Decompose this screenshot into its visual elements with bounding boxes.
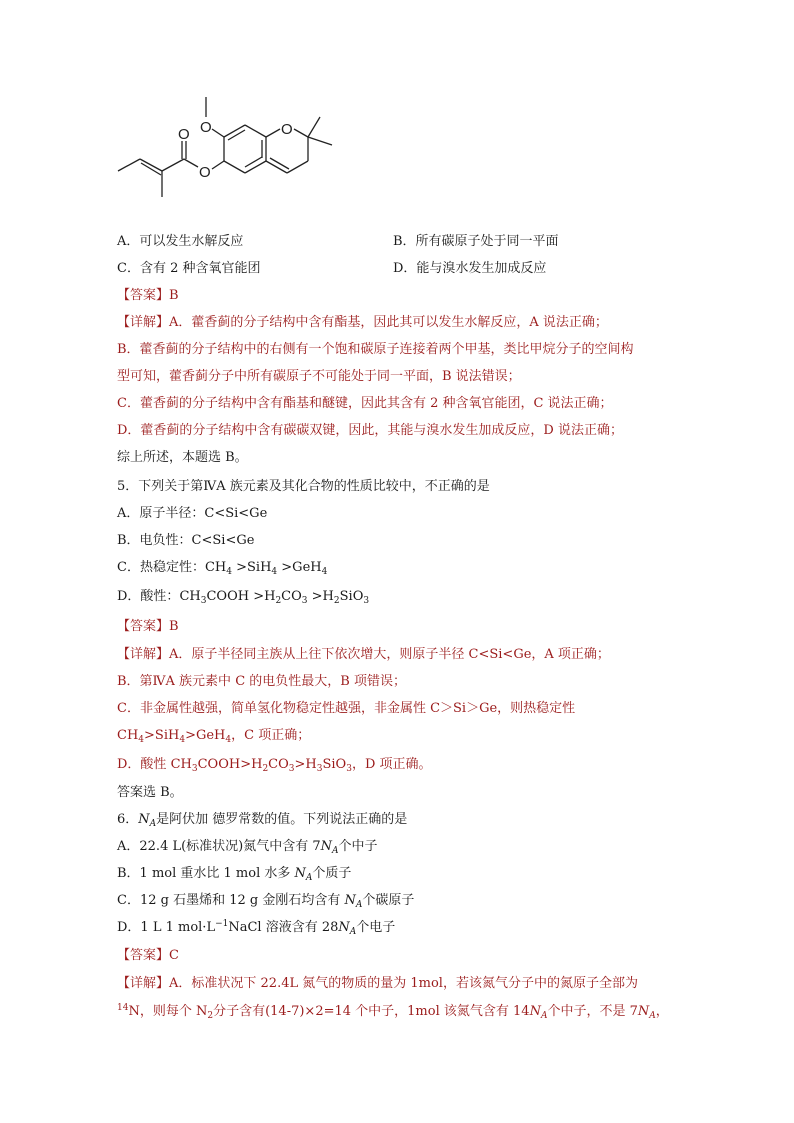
- q5-explain-d: D．酸性 $CH_3COOH>H_2CO_3>H_3SiO_3$，D 项正确。: [117, 757, 432, 774]
- q5-stem: 5．下列关于第ⅣA 族元素及其化合物的性质比较中，不正确的是: [117, 479, 490, 494]
- q6-explain-2c: 个中子，不是 7: [547, 1004, 638, 1019]
- q5-option-a: A．原子半径：C<Si<Ge: [117, 506, 268, 521]
- q6-stem: 6．$N_A$是阿伏加 德罗常数的值。下列说法正确的是: [117, 812, 408, 829]
- q6-explain-2a: N，则每个 N: [128, 1004, 208, 1019]
- q5-explain-a: 【详解】A．原子半径同主族从上往下依次增大，则原子半径 C<Si<Ge，A 项正确；: [117, 647, 610, 662]
- q5-option-d: D．酸性：$CH_3COOH >H_2CO_3 >H_2SiO_3$: [117, 589, 370, 606]
- q6-explain-2d: ，: [655, 1004, 669, 1019]
- q4-option-c: C．含有 2 种含氧官能团: [117, 261, 261, 276]
- q5-option-b: B．电负性：C<Si<Ge: [117, 533, 255, 548]
- q5-option-c: C．热稳定性：$CH_4 >SiH_4 >GeH_4$: [117, 560, 328, 577]
- q4-option-b: B．所有碳原子处于同一平面: [393, 234, 559, 249]
- q4-option-d: D．能与溴水发生加成反应: [393, 261, 547, 276]
- q6-option-d-text: D．1 L 1 mol·L: [117, 920, 216, 935]
- q4-explain-line-1: 【详解】A．藿香蓟的分子结构中含有酯基，因此其可以发生水解反应，A 说法正确；: [117, 315, 608, 330]
- q6-option-b-text: B．1 mol 重水比 1 mol 水多: [117, 866, 295, 881]
- q4-options-row-1: [117, 230, 777, 254]
- q5-conclusion: 答案选 B。: [117, 785, 183, 800]
- q4-explain-line-5: D．藿香蓟的分子结构中含有碳碳双键，因此，其能与溴水发生加成反应，D 说法正确；: [117, 423, 623, 438]
- q5-explain-d-suffix: ，D 项正确。: [351, 757, 432, 772]
- q4-explain-line-2: B．藿香蓟的分子结构中的右侧有一个饱和碳原子连接着两个甲基，类比甲烷分子的空间构: [117, 342, 634, 357]
- q6-stem-text: 是阿伏加 德罗常数的值。下列说法正确的是: [156, 812, 408, 827]
- q6-explain-line-2: $^{14}$N，则每个 $N_2$分子含有(14-7)×2=14 个中子，1mol 该氮气含有 $14N_A$个中子，不是 $7N_A$，: [117, 1003, 669, 1021]
- q5-explain-c1: C．非金属性越强，简单氢化物稳定性越强，非金属性 C＞Si＞Ge，则热稳定性: [117, 701, 576, 716]
- q6-explain-2b: 分子含有(14-7)×2=14 个中子，1mol 该氮气含有 14: [213, 1004, 530, 1019]
- q4-conclusion: 综上所述，本题选 B。: [117, 450, 248, 465]
- q6-option-d: D．1 L 1 $mol\cdot L^{-1}NaCl$ 溶液含有 $28N_A$个电子: [117, 919, 396, 937]
- q4-explain-line-4: C．藿香蓟的分子结构中含有酯基和醚键，因此其含有 2 种含氧官能团，C 说法正确；: [117, 396, 613, 411]
- q6-option-b-end: 个质子: [312, 866, 352, 881]
- q6-option-d-mid: NaCl 溶液含有 28: [228, 920, 339, 935]
- q6-option-b: B．1 mol 重水比 1 mol 水多 $N_A$个质子: [117, 866, 352, 883]
- q6-option-a-end: 个中子: [338, 839, 378, 854]
- q5-option-d-label: D．酸性：: [117, 589, 180, 604]
- q6-option-c-text: C．12 g 石墨烯和 12 g 金刚石均含有: [117, 893, 345, 908]
- q5-answer: 【答案】B: [117, 619, 179, 634]
- molecule-structure-diagram: [100, 85, 360, 215]
- q4-explain-line-3: 型可知，藿香蓟分子中所有碳原子不可能处于同一平面，B 说法错误；: [117, 369, 521, 384]
- q4-answer: 【答案】B: [117, 288, 179, 303]
- q5-explain-c2-suffix: ，C 项正确；: [231, 728, 311, 743]
- atom-o-ester: O: [199, 164, 211, 181]
- atom-o-carbonyl: O: [178, 126, 190, 143]
- q5-explain-d-label: D．酸性: [117, 757, 171, 772]
- q6-option-d-end: 个电子: [356, 920, 396, 935]
- q5-explain-b: B．第ⅣA 族元素中 C 的电负性最大，B 项错误；: [117, 674, 406, 689]
- q6-option-a-text: A．22.4 L(标准状况)氮气中含有 7: [117, 839, 321, 854]
- q6-answer: 【答案】C: [117, 948, 179, 963]
- q6-explain-line-1: 【详解】A．标准状况下 22.4L 氮气的物质的量为 1mol，若该氮气分子中的氮原子全部为: [117, 976, 638, 991]
- q4-option-a: A．可以发生水解反应: [117, 234, 244, 249]
- q6-option-c: C．12 g 石墨烯和 12 g 金刚石均含有 $N_A$个碳原子: [117, 893, 415, 910]
- q5-explain-c2: $CH_4>SiH_4>GeH_4$，C 项正确；: [117, 728, 311, 745]
- q5-option-c-label: C．热稳定性：: [117, 560, 205, 575]
- atom-o-methoxy: O: [200, 119, 212, 136]
- q6-option-a: A．22.4 L(标准状况)氮气中含有 $7N_A$个中子: [117, 839, 378, 856]
- atom-o-ring: O: [281, 121, 293, 138]
- q6-option-c-end: 个碳原子: [362, 893, 415, 908]
- q4-options-row-2: [117, 257, 777, 281]
